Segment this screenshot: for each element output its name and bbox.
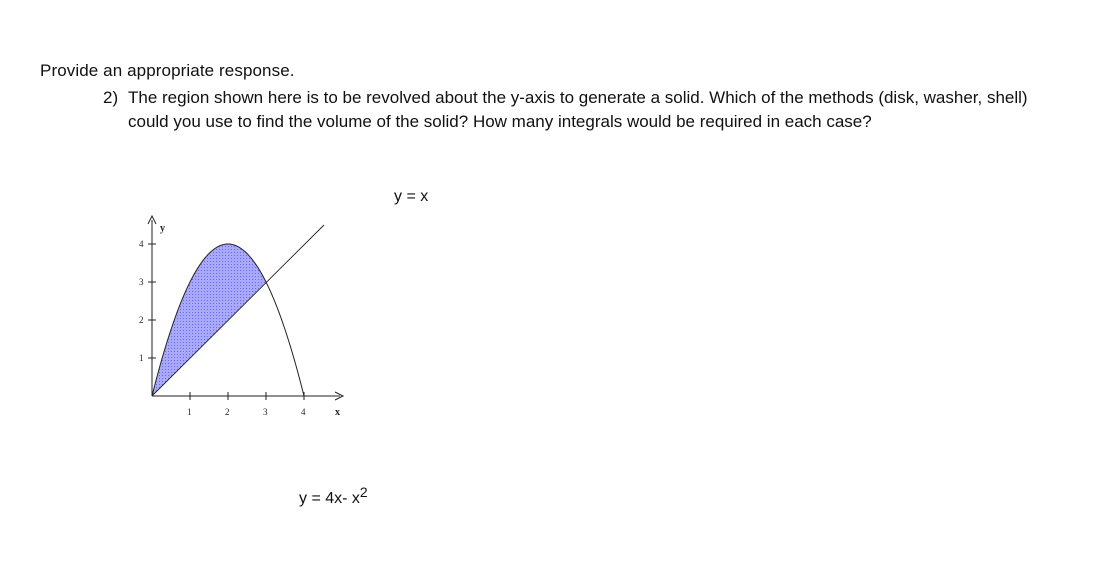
line-equation-label: y = x (394, 188, 429, 205)
parabola-equation-label (299, 484, 368, 508)
parabola-equation-exponent: 2 (359, 484, 368, 500)
y-tick-label-1: 1 (139, 353, 144, 363)
question-number: 2) (103, 88, 119, 107)
instruction-text: Provide an appropriate response. (40, 61, 295, 80)
shaded-region (152, 244, 266, 396)
x-tick-label-3: 3 (263, 407, 268, 417)
y-tick-label-4: 4 (139, 239, 144, 249)
y-tick-label-2: 2 (139, 315, 144, 325)
x-tick-label-2: 2 (225, 407, 230, 417)
parabola-equation-base: y = 4x- x (299, 490, 360, 507)
question-block (103, 86, 1063, 134)
x-tick-label-1: 1 (187, 407, 192, 417)
y-axis-label: y (160, 223, 165, 234)
y-tick-label-3: 3 (139, 277, 144, 287)
x-axis-label: x (335, 407, 340, 418)
question-text: The region shown here is to be revolved about the y-axis to generate a solid. Which of the methods (disk, washer, shell) could you use to find the volume of the solid? How many integrals would be required in each case? (128, 88, 1028, 131)
x-tick-label-4: 4 (301, 407, 306, 417)
region-graph (135, 210, 355, 430)
